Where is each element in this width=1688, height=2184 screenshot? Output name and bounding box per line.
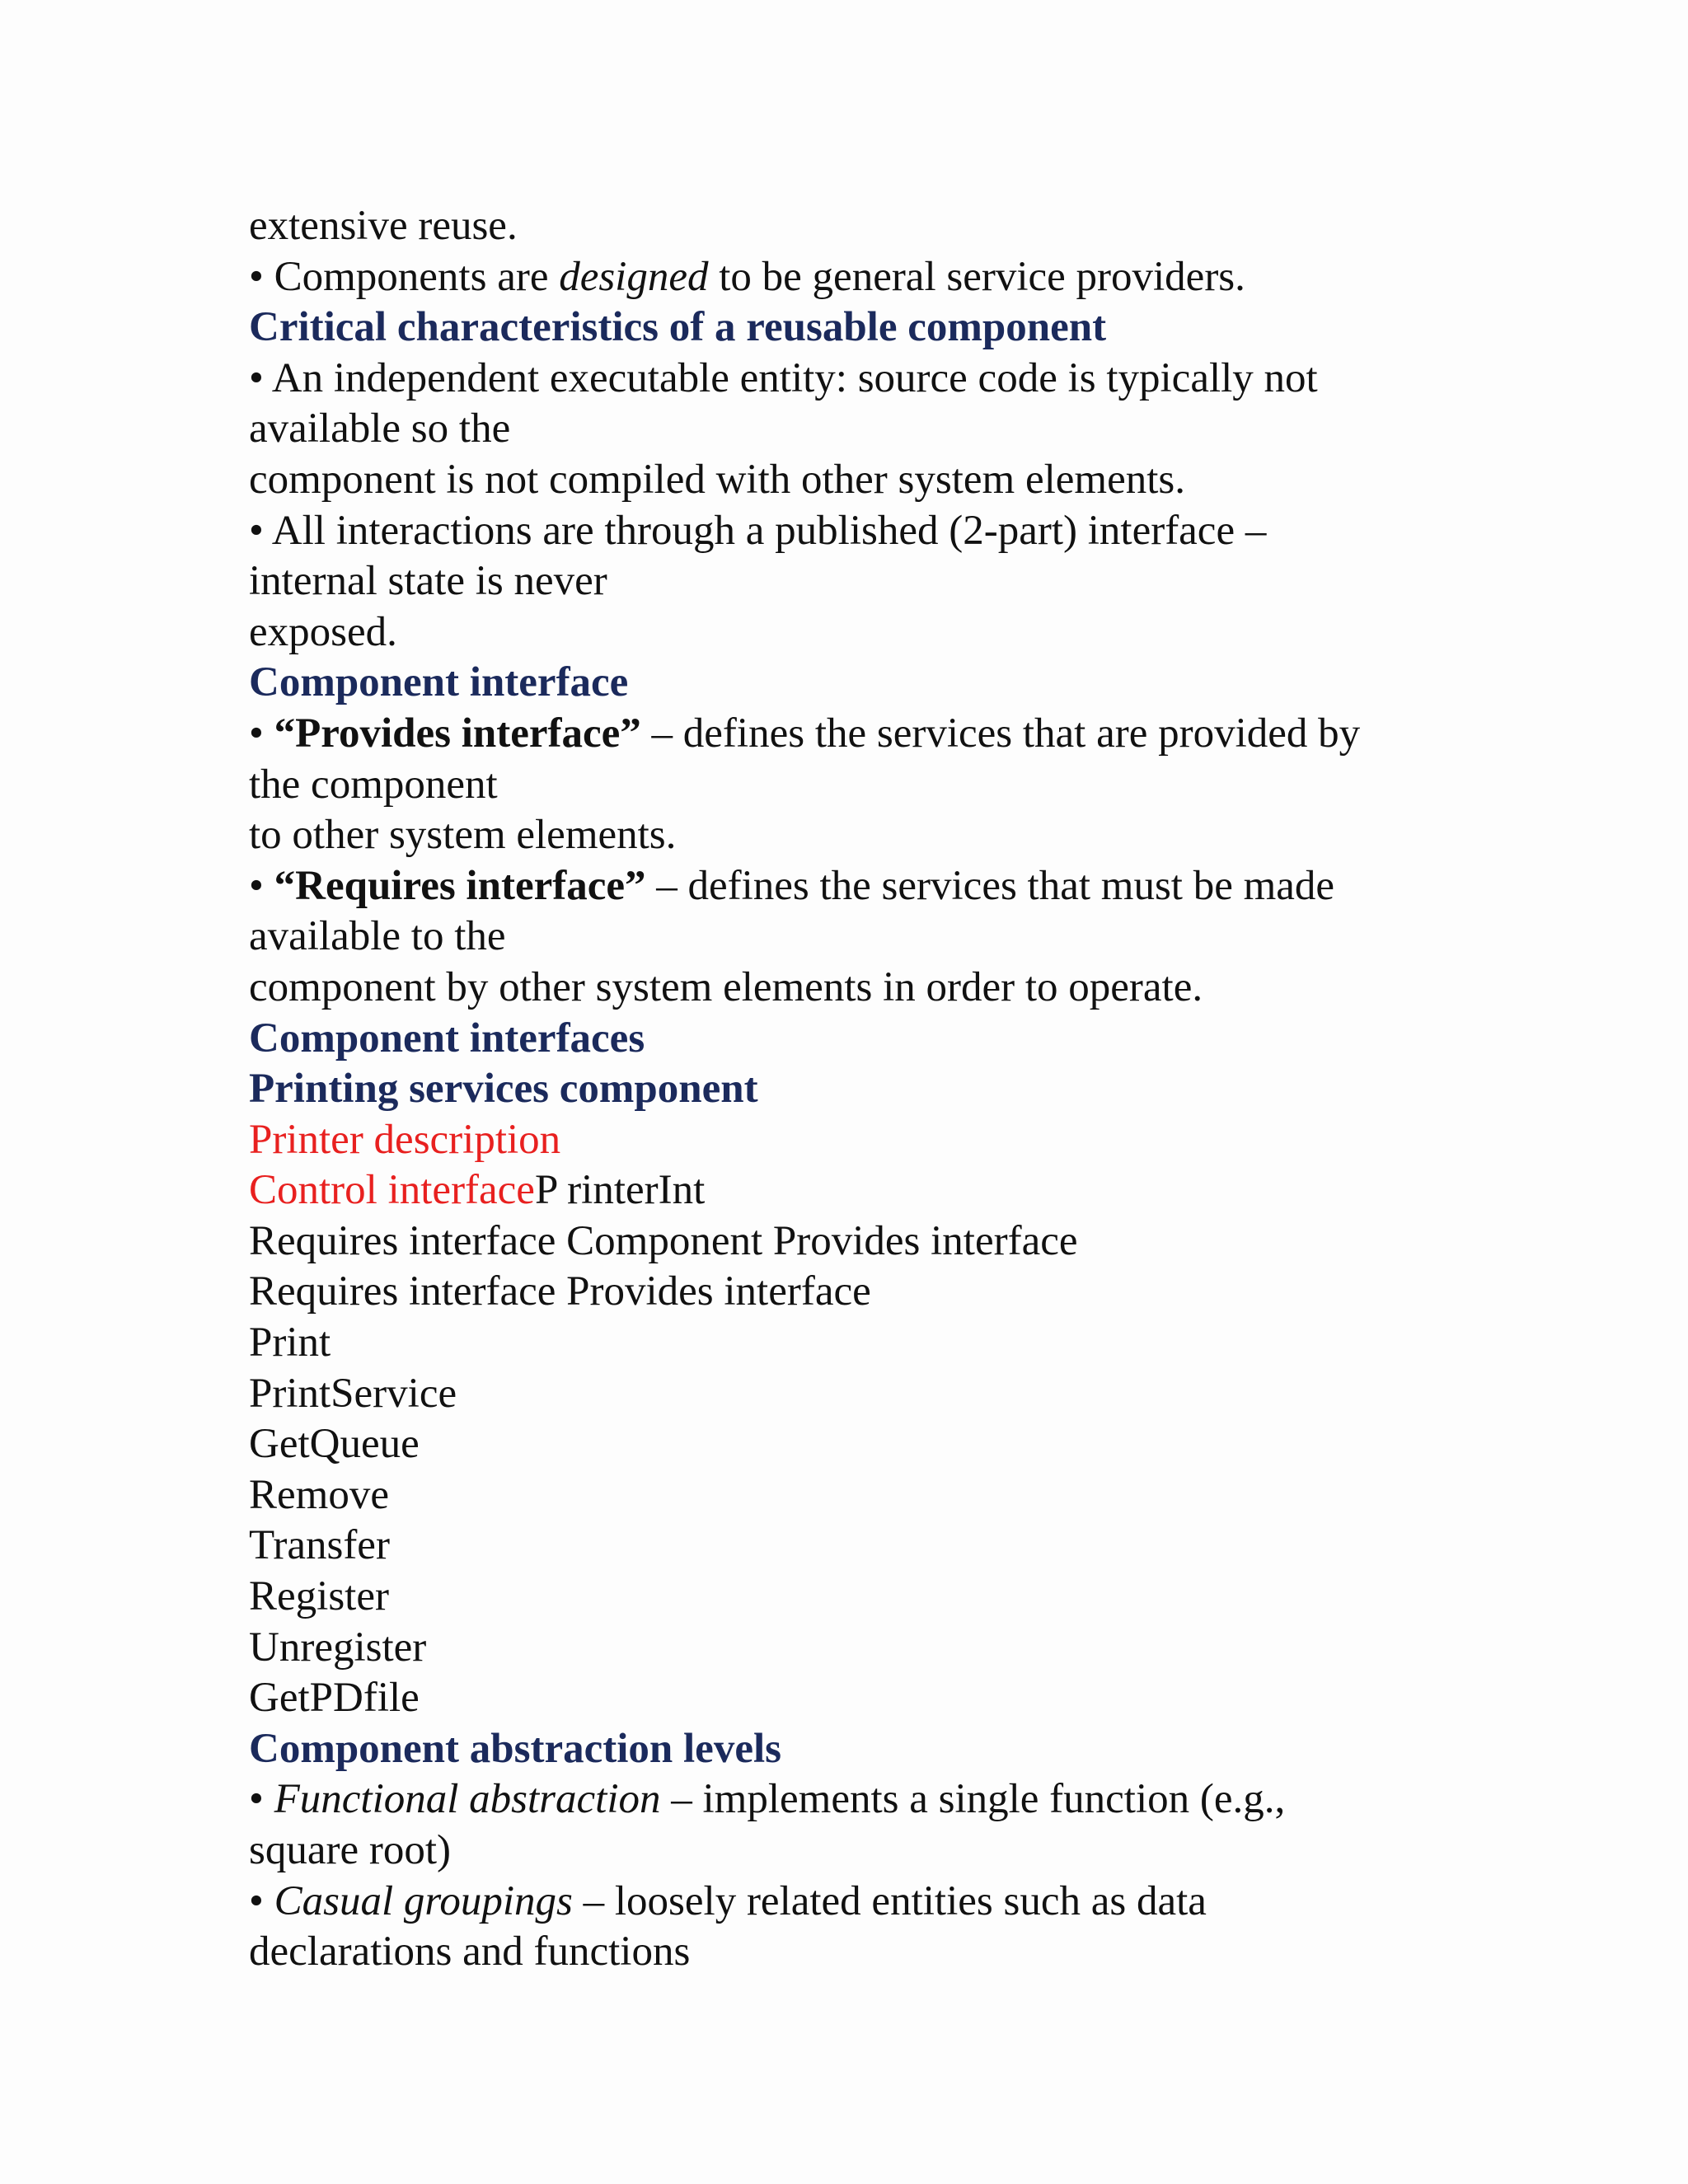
emphasis-text: designed — [559, 253, 709, 300]
diagram-label: Control interface — [249, 1167, 535, 1214]
bullet-item — [249, 709, 1535, 760]
bullet-item — [249, 1877, 1535, 1928]
diagram-label: Register — [249, 1573, 389, 1620]
bullet-text: – implements a single function (e.g., — [660, 1776, 1286, 1823]
diagram-label: Unregister — [249, 1624, 427, 1671]
bullet-item: • All interactions are through a published (2-part) interface – — [249, 507, 1267, 554]
diagram-label: GetQueue — [249, 1421, 420, 1468]
bold-term: “Requires interface” — [274, 862, 646, 909]
document-page — [249, 201, 1535, 1978]
emphasis-text: Casual groupings — [274, 1877, 573, 1924]
text-line: exposed. — [249, 608, 397, 655]
bullet-text: • — [249, 710, 274, 757]
bullet-text: – defines the services that must be made — [645, 862, 1335, 909]
diagram-label: P rinterInt — [534, 1167, 706, 1214]
bullet-text: – defines the services that are provided by — [640, 710, 1361, 757]
diagram-label: PrintService — [249, 1370, 457, 1417]
text-line: to other system elements. — [249, 812, 677, 859]
emphasis-text: Functional abstraction — [274, 1776, 661, 1823]
bullet-text: • Components are — [249, 253, 560, 300]
bullet-text: • — [249, 1776, 274, 1823]
bullet-text: to be general service providers. — [708, 253, 1245, 300]
section-heading: Printing services component — [249, 1066, 758, 1113]
diagram-label-line — [249, 1165, 1535, 1216]
bullet-text: – loosely related entities such as data — [572, 1877, 1207, 1924]
bullet-item — [249, 1774, 1535, 1825]
bullet-text: • — [249, 862, 274, 909]
text-line: available so the — [249, 405, 511, 452]
section-heading: Critical characteristics of a reusable component — [249, 304, 1107, 351]
text-line: component is not compiled with other system elements. — [249, 456, 1185, 503]
bullet-item — [249, 861, 1535, 912]
section-heading: Component interfaces — [249, 1015, 645, 1062]
text-line: internal state is never — [249, 558, 607, 605]
text-line: available to the — [249, 913, 506, 960]
bullet-text: • — [249, 1877, 274, 1924]
diagram-label: Remove — [249, 1471, 389, 1518]
text-line: component by other system elements in order to operate. — [249, 963, 1203, 1010]
text-line: square root) — [249, 1827, 451, 1873]
diagram-label: Requires interface Provides interface — [249, 1268, 871, 1315]
text-line: declarations and functions — [249, 1929, 691, 1975]
text-line: extensive reuse. — [249, 203, 518, 249]
bold-term: “Provides interface” — [274, 710, 641, 757]
diagram-label: Printer description — [249, 1116, 561, 1163]
diagram-label: Requires interface Component Provides interface — [249, 1217, 1078, 1264]
diagram-label: Transfer — [249, 1522, 390, 1569]
section-heading: Component abstraction levels — [249, 1725, 781, 1772]
diagram-label: Print — [249, 1319, 331, 1366]
diagram-label: GetPDfile — [249, 1675, 420, 1722]
bullet-item — [249, 252, 1535, 303]
bullet-item: • An independent executable entity: source code is typically not — [249, 354, 1318, 401]
section-heading: Component interface — [249, 659, 629, 706]
text-line: the component — [249, 761, 498, 808]
